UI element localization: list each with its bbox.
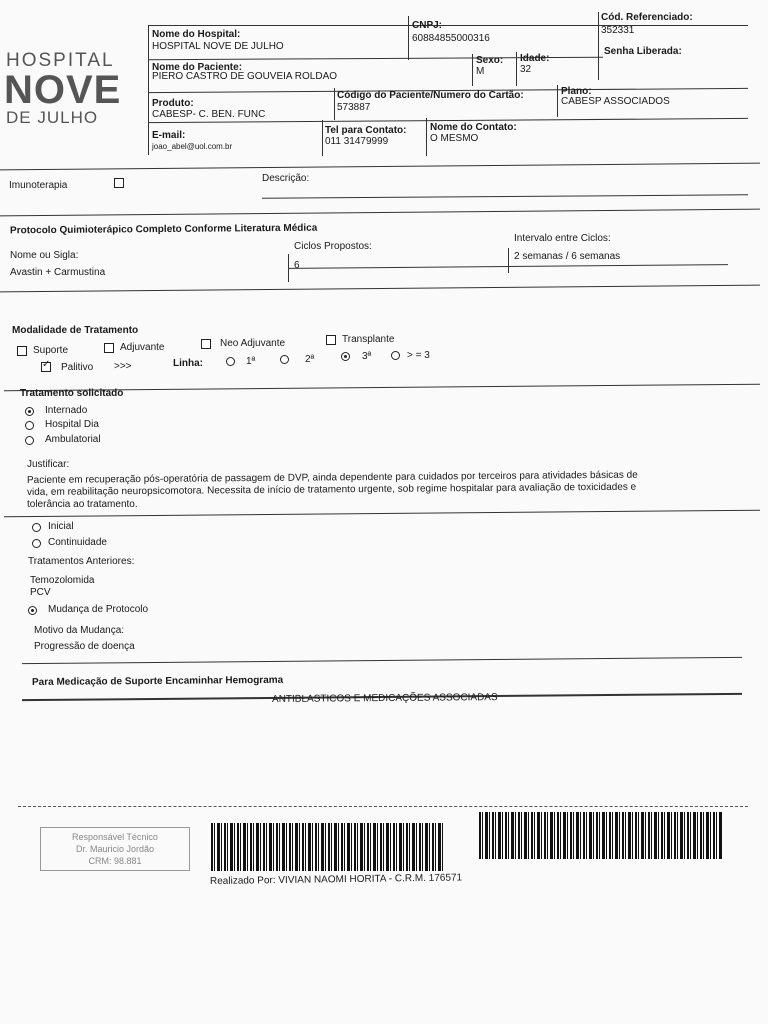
hospital-dia-radio[interactable] <box>25 421 34 430</box>
antiblasticos-title: ANTIBLASTICOS E MEDICAÇÕES ASSOCIADAS <box>271 692 498 705</box>
linha-1-radio[interactable] <box>226 357 235 366</box>
ambulatorial-radio[interactable] <box>25 436 34 445</box>
descricao-label: Descrição: <box>262 173 310 184</box>
continuidade-label: Continuidade <box>48 537 107 548</box>
responsavel-stamp <box>40 827 190 871</box>
neo-adjuvante-checkbox[interactable] <box>201 339 211 349</box>
linha-1-label: 1ª <box>246 356 256 367</box>
linha-4-label: > = 3 <box>407 350 430 361</box>
cod-referenciado-value: 352331 <box>601 25 635 36</box>
mudanca-protocolo-label: Mudança de Protocolo <box>48 604 149 615</box>
tratamento-title: Tratamento solicitado <box>20 388 124 399</box>
justificar-line-3: tolerância ao tratamento. <box>27 499 138 510</box>
plano-label: Plano: <box>561 86 592 97</box>
stamp-line-3: CRM: 98.881 <box>88 856 142 866</box>
paliativo-label: Palitivo <box>61 362 94 373</box>
intervalo-label: Intervalo entre Ciclos: <box>514 233 611 244</box>
sexo-value: M <box>476 66 485 77</box>
check-mark-icon: ✓ <box>42 359 51 370</box>
protocolo-title: Protocolo Quimioterápico Completo Conforme Literatura Médica <box>9 222 318 237</box>
motivo-label: Motivo da Mudança: <box>34 625 125 636</box>
internado-radio[interactable] <box>25 407 34 416</box>
hospital-name-value: HOSPITAL NOVE DE JULHO <box>152 41 284 52</box>
linha-3-radio[interactable] <box>341 352 350 361</box>
hospital-logo <box>4 48 122 132</box>
patient-name-label: Nome do Paciente: <box>152 62 243 73</box>
logo-line-1: HOSPITAL <box>6 50 115 71</box>
linha-label: Linha: <box>173 358 203 369</box>
modalidade-title: Modalidade de Tratamento <box>12 325 139 336</box>
tratamento-anterior-2: PCV <box>30 587 51 598</box>
cnpj-label: CNPJ: <box>412 20 443 31</box>
transplante-checkbox[interactable] <box>326 335 336 345</box>
continuidade-radio[interactable] <box>32 539 41 548</box>
senha-label: Senha Liberada: <box>604 46 682 57</box>
imunoterapia-checkbox[interactable] <box>114 178 124 188</box>
email-label: E-mail: <box>152 130 186 141</box>
tratamento-anterior-1: Temozolomida <box>30 575 95 586</box>
hospital-dia-label: Hospital Dia <box>45 419 99 430</box>
logo-line-3: DE JULHO <box>6 108 99 127</box>
paliativo-checkbox[interactable] <box>41 359 51 372</box>
ambulatorial-label: Ambulatorial <box>45 434 101 445</box>
linha-2-radio[interactable] <box>280 355 289 364</box>
ciclos-label: Ciclos Propostos: <box>294 241 372 252</box>
neo-adjuvante-label: Neo Adjuvante <box>220 338 286 349</box>
linha-3-label: 3ª <box>362 351 372 362</box>
stamp-line-2: Dr. Mauricio Jordão <box>75 844 155 854</box>
patient-name-value: PIERO CASTRO DE GOUVEIA ROLDAO <box>152 71 338 82</box>
ciclos-value: 6 <box>294 260 300 271</box>
stamp-line-1: Responsável Técnico <box>72 832 158 842</box>
barcode-left <box>211 823 443 871</box>
transplante-label: Transplante <box>342 334 395 345</box>
suporte-hemograma-text: Para Medicação de Suporte Encaminhar Hemograma <box>31 674 284 688</box>
motivo-value: Progressão de doença <box>34 641 135 652</box>
contato-label: Nome do Contato: <box>430 122 517 133</box>
logo-line-2: NOVE <box>4 68 122 112</box>
imunoterapia-label: Imunoterapia <box>9 180 68 191</box>
internado-label: Internado <box>45 405 88 416</box>
paliativo-arrows: >>> <box>114 361 132 372</box>
adjuvante-checkbox[interactable] <box>104 343 114 353</box>
hospital-name-label: Nome do Hospital: <box>152 29 241 40</box>
suporte-label: Suporte <box>33 345 69 356</box>
intervalo-value: 2 semanas / 6 semanas <box>514 251 621 262</box>
suporte-checkbox[interactable] <box>17 346 27 356</box>
mudanca-protocolo-radio[interactable] <box>28 606 37 615</box>
inicial-label: Inicial <box>48 521 74 532</box>
barcode-right <box>479 812 723 859</box>
realizado-por: Realizado Por: VIVIAN NAOMI HORITA - C.R.M. 176571 <box>209 872 463 887</box>
justificar-line-1: Paciente em recuperação pós-operatória de passagem de DVP, ainda dependente para cuidados por terceiros para atividades básicas de <box>26 469 638 486</box>
tratamentos-anteriores-label: Tratamentos Anteriores: <box>28 556 135 567</box>
email-value: joao_abel@uol.com.br <box>152 142 233 151</box>
tel-value: 011 31479999 <box>325 136 389 147</box>
tel-label: Tel para Contato: <box>325 125 407 136</box>
justificar-line-2: vida, em reabilitação neuropsicomotora. Necessita de início de tratamento urgente, sob regime hospitalar para avaliação de toxicidades e <box>26 481 637 498</box>
produto-value: CABESP- C. BEN. FUNC <box>152 109 266 120</box>
linha-2-label: 2ª <box>305 354 315 365</box>
adjuvante-label: Adjuvante <box>120 342 165 353</box>
produto-label: Produto: <box>152 98 194 109</box>
idade-label: Idade: <box>520 53 550 64</box>
cod-referenciado-label: Cód. Referenciado: <box>601 12 693 23</box>
sexo-label: Sexo: <box>476 55 504 66</box>
contato-value: O MESMO <box>430 133 479 144</box>
codigo-paciente-value: 573887 <box>337 102 371 113</box>
plano-value: CABESP ASSOCIADOS <box>561 96 670 107</box>
linha-4-radio[interactable] <box>391 351 400 360</box>
justificar-label: Justificar: <box>27 459 70 470</box>
codigo-paciente-label: Código do Paciente/Numero do Cartão: <box>337 90 524 101</box>
idade-value: 32 <box>520 64 532 75</box>
cnpj-value: 60884855000316 <box>412 33 490 44</box>
inicial-radio[interactable] <box>32 523 41 532</box>
nome-sigla-label: Nome ou Sigla: <box>10 250 79 261</box>
nome-sigla-value: Avastin + Carmustina <box>10 267 106 278</box>
